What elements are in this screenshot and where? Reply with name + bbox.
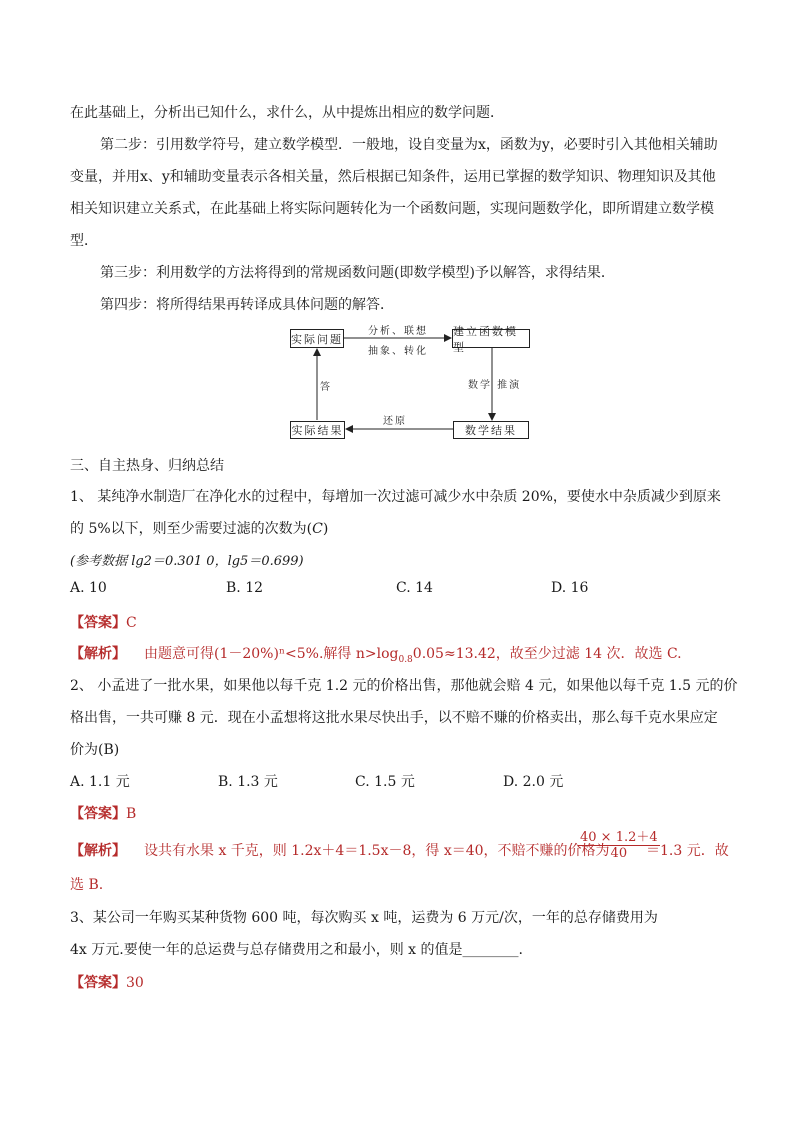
label-abstract: 抽象、转化 [368, 346, 428, 357]
step4-line: 第四步：将所得结果再转译成具体问题的解答． [100, 297, 394, 313]
label-deduce: 数学 推演 [468, 380, 522, 391]
q3-line1: 3、某公司一年购买某种货物 600 吨，每次购买 x 吨，运费为 6 万元/次，一年的总存储费用为 [70, 910, 658, 926]
q1-option-b: B. 12 [226, 580, 264, 596]
q1-option-a: A. 10 [70, 580, 107, 596]
box-actual-result: 实际结果 [290, 421, 345, 439]
box-math-result: 数学结果 [453, 421, 529, 439]
box-actual-problem: 实际问题 [290, 329, 344, 348]
step2-line3: 相关知识建立关系式，在此基础上将实际问题转化为一个函数问题，实现问题数学化，即所谓建立数学模 [70, 201, 714, 217]
q2-answer [70, 803, 136, 823]
step2-line1: 第二步：引用数学符号，建立数学模型．一般地，设自变量为x，函数为y，必要时引入其他相关辅助 [100, 137, 718, 153]
q2-fraction-numerator: 40 × 1.2＋4 [578, 826, 660, 846]
q2-line2: 格出售，一共可赚 8 元．现在小孟想将这批水果尽快出手，以不赔不赚的价格卖出，那么每千克水果应定 [70, 710, 718, 726]
q1-answer-tag: 【答案】 [70, 615, 126, 631]
label-analyze: 分析、联想 [368, 326, 428, 337]
q1-line2 [70, 518, 328, 538]
q1-explanation-tag: 【解析】 [70, 646, 126, 662]
q2-line1: 2、 小孟进了一批水果，如果他以每千克 1.2 元的价格出售，那他就会赔 4 元，如果他以每千克 1.5 元的价 [70, 678, 738, 694]
q1-answer [70, 612, 137, 632]
step3-line: 第三步：利用数学的方法将得到的常规函数问题(即数学模型)予以解答，求得结果． [100, 265, 615, 281]
q1-inline-answer: C [312, 521, 323, 537]
step2-line4: 型． [70, 233, 98, 249]
q1-explanation-a: 由题意可得(1－20%)ⁿ<5%.解得 n>log [144, 646, 399, 662]
q3-answer [70, 972, 144, 992]
label-answer: 答 [320, 382, 332, 393]
q2-option-c: C. 1.5 元 [355, 774, 415, 790]
q2-option-a: A. 1.1 元 [70, 774, 130, 790]
q2-explanation-a: 设共有水果 x 千克，则 1.2x＋4＝1.5x－8，得 x＝40，不赔不赚的价格为 [144, 843, 610, 859]
q2-explanation [70, 840, 610, 860]
q1-explanation-b: 0.05≈13.42，故至少过滤 14 次．故选 C. [412, 646, 682, 662]
q3-answer-tag: 【答案】 [70, 975, 126, 991]
q1-option-d: D. 16 [551, 580, 589, 596]
q3-answer-value: 30 [126, 975, 144, 991]
q3-line2: 4x 万元.要使一年的总运费与总存储费用之和最小，则 x 的值是________. [70, 942, 523, 958]
q1-line1: 1、 某纯净水制造厂在净化水的过程中，每增加一次过滤可减少水中杂质 20%，要使水中杂质减少到原来 [70, 489, 721, 505]
section-title: 三、自主热身、归纳总结 [70, 458, 224, 474]
q2-explanation-b: ＝1.3 元．故 [646, 843, 729, 859]
box-build-model: 建立函数模型 [452, 329, 530, 348]
q1-option-c: C. 14 [396, 580, 433, 596]
q2-explanation-tag: 【解析】 [70, 843, 126, 859]
q1-reference-data: (参考数据 lg2＝0.301 0，lg5＝0.699) [70, 554, 304, 569]
q2-line3: 价为(B) [70, 742, 120, 758]
q2-option-d: D. 2.0 元 [503, 774, 564, 790]
q2-option-b: B. 1.3 元 [218, 774, 278, 790]
q2-answer-value: B [126, 806, 137, 822]
q1-line2-close: ) [322, 521, 329, 537]
q1-explanation [70, 643, 682, 665]
q1-answer-value: C [126, 615, 137, 631]
q2-answer-tag: 【答案】 [70, 806, 126, 822]
step2-line2: 变量，并用x、y和辅助变量表示各相关量，然后根据已知条件，运用已掌握的数学知识、物理知识及其他 [70, 169, 716, 185]
q2-explanation-c: 选 B. [70, 877, 104, 893]
q1-line2-text: 的 5%以下，则至少需要过滤的次数为( [70, 521, 313, 537]
label-restore: 还原 [383, 416, 407, 427]
q2-fraction-denominator: 40 [610, 846, 628, 861]
intro-line: 在此基础上，分析出已知什么，求什么，从中提炼出相应的数学问题． [70, 105, 504, 121]
q1-explanation-sub: 0.8 [398, 654, 413, 665]
